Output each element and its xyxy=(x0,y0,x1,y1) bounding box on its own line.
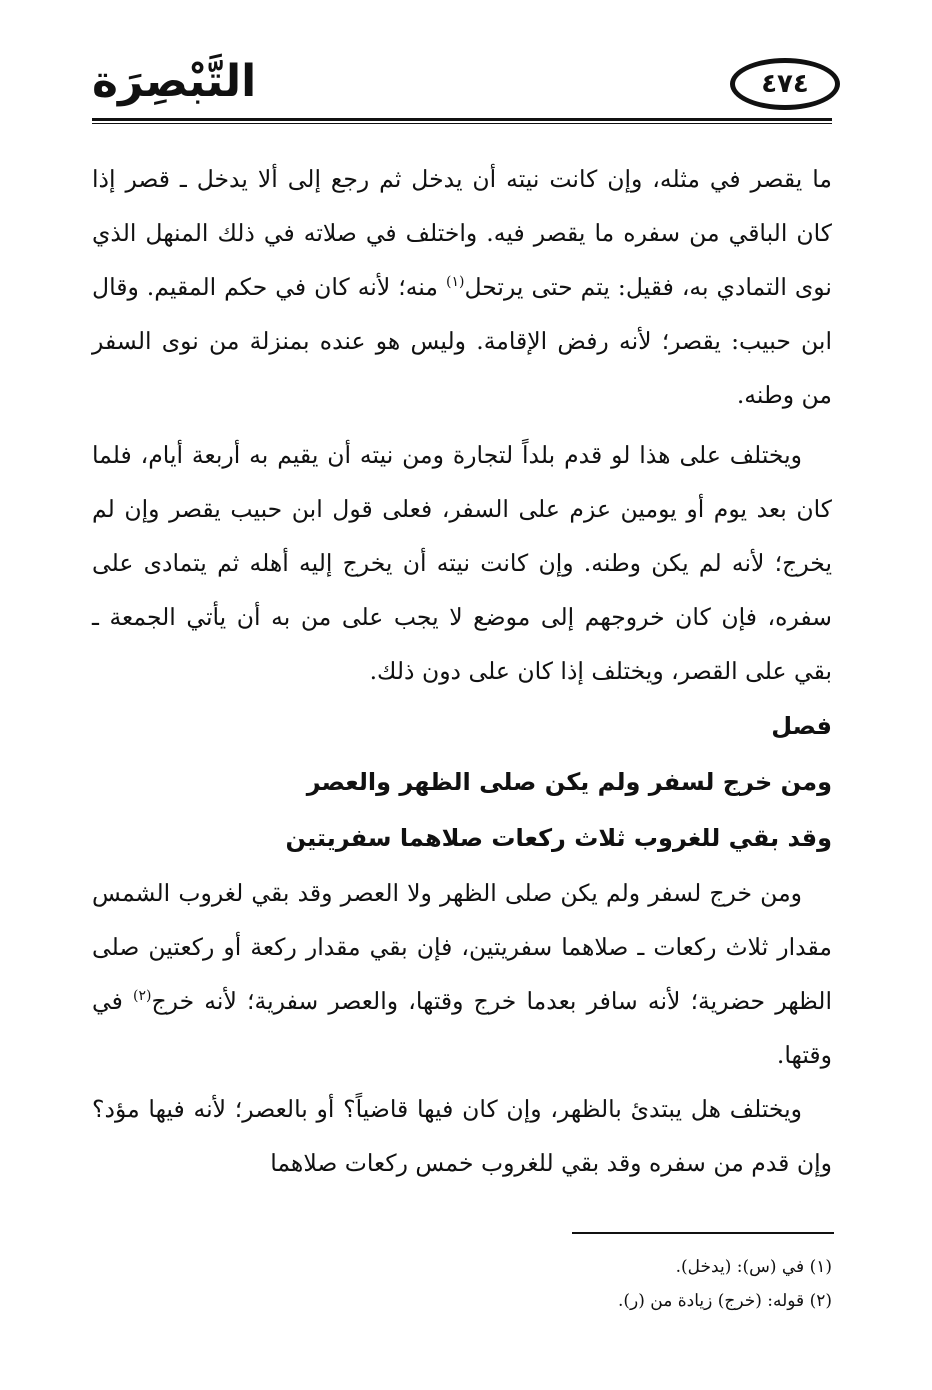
paragraph-text: في وقتها. xyxy=(92,987,832,1069)
section-heading: فصل xyxy=(771,712,832,740)
page-header xyxy=(92,52,840,132)
sub-heading: ومن خرج لسفر ولم يكن صلى الظهر والعصر xyxy=(306,768,832,796)
paragraph-text: ما يقصر في مثله، وإن كانت نيته أن يدخل ثم رجع إلى ألا يدخل ـ قصر إذا كان الباقي من سفره ما يقصر فيه. واختلف في صلاته في ذلك المنهل الذي نوى التمادي به، فقيل: يتم حتى يرتحل xyxy=(92,165,832,301)
footnote-ref: (٢) xyxy=(133,988,152,1005)
paragraph xyxy=(92,152,832,422)
book-title: التَّبْصِرَة xyxy=(92,56,257,107)
header-rule xyxy=(92,118,832,124)
footnote: (٢) قوله: (خرج) زيادة من (ر). xyxy=(617,1291,832,1311)
footnote: (١) في (س): (يدخل). xyxy=(675,1257,832,1277)
main-text xyxy=(92,152,832,1190)
paragraph-text: ومن خرج لسفر ولم يكن صلى الظهر ولا العصر وقد بقي لغروب الشمس مقدار ثلاث ركعات ـ صلاهما سفريتين، فإن بقي مقدار ركعة أو ركعتين صلى الظهر حضرية؛ لأنه سافر بعدما خرج وقتها، والعصر سفرية؛ لأنه خرج xyxy=(92,879,832,1015)
sub-heading: وقد بقي للغروب ثلاث ركعات صلاهما سفريتين xyxy=(285,824,832,852)
footnotes xyxy=(92,1250,832,1318)
footnote-ref: (١) xyxy=(445,274,465,291)
paragraph xyxy=(92,866,832,1082)
paragraph: ويختلف هل يبتدئ بالظهر، وإن كان فيها قاضياً؟ أو بالعصر؛ لأنه فيها مؤد؟ وإن قدم من سفره وقد بقي للغروب خمس ركعات صلاهما xyxy=(92,1095,832,1177)
paragraph-text: منه؛ لأنه كان في حكم المقيم. وقال ابن حبيب: يقصر؛ لأنه رفض الإقامة. وليس هو عنده بمنزلة من نوى السفر من وطنه. xyxy=(92,273,832,409)
page-number: ٤٧٤ xyxy=(730,58,840,110)
footnote-separator xyxy=(572,1232,834,1234)
paragraph: ويختلف على هذا لو قدم بلداً لتجارة ومن نيته أن يقيم به أربعة أيام، فلما كان بعد يوم أو يومين عزم على السفر، فعلى قول ابن حبيب يقصر وإن لم يخرج؛ لأنه لم يكن وطنه. وإن كانت نيته أن يخرج إليه أهله ثم يتمادى على سفره، فإن كان خروجهم إلى موضع لا يجب على من به أن يأتي الجمعة ـ بقي على القصر، ويختلف إذا كان على دون ذلك. xyxy=(92,441,832,685)
